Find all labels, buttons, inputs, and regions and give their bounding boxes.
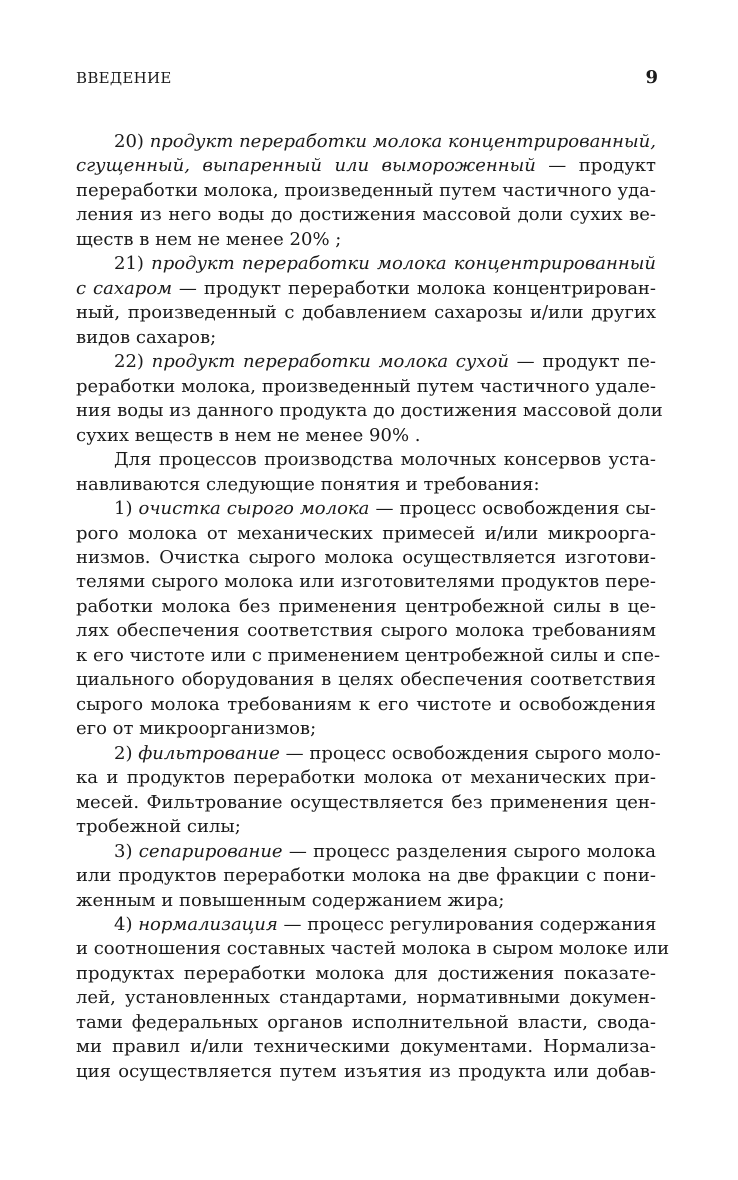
text-line (76, 130, 656, 154)
text-segment: женным и повышенным содержанием жира; (76, 889, 505, 911)
text-line (76, 986, 656, 1010)
body-text (76, 130, 670, 1084)
text-segment: — продукт пе- (508, 351, 656, 373)
text-segment: 3) (114, 840, 139, 862)
page-header (76, 69, 658, 93)
text-line (76, 522, 656, 546)
text-segment: тами федеральных органов исполнительной власти, свода- (76, 1011, 656, 1033)
text-segment: видов сахаров; (76, 326, 217, 348)
text-segment: ция осуществляется путем изъятия из продукта или добав- (76, 1060, 656, 1082)
text-segment: месей. Фильтрование осуществляется без применения цен- (76, 791, 656, 813)
text-line (76, 864, 656, 888)
text-line (76, 424, 656, 448)
text-line (76, 448, 656, 472)
text-segment: сухих веществ в нем не менее 90% . (76, 424, 421, 446)
text-segment: низмов. Очистка сырого молока осуществляется изготови- (76, 546, 656, 568)
text-segment: 21) (114, 253, 152, 275)
text-line (76, 399, 663, 423)
text-segment: рого молока от механических примесей и/или микроорга- (76, 522, 656, 544)
text-line (76, 277, 656, 301)
text-segment: и соотношения составных частей молока в сыром молоке или (76, 938, 670, 960)
text-line (76, 693, 656, 717)
text-line (76, 154, 656, 178)
text-segment: ления из него воды до достижения массовой доли сухих ве- (76, 204, 656, 226)
italic-term: сгущенный, выпаренный или вымороженный (76, 155, 536, 177)
text-line (76, 791, 656, 815)
text-segment: 22) (114, 351, 152, 373)
text-segment: — продукт (535, 155, 656, 177)
text-line (76, 1060, 656, 1084)
text-line (76, 937, 670, 961)
italic-term: очистка сырого молока (138, 498, 370, 520)
italic-term: фильтрование (138, 742, 280, 764)
text-line (76, 619, 656, 643)
text-segment: — процесс регулирования содержания (277, 914, 657, 935)
text-line (76, 570, 656, 594)
italic-term: с сахаром (76, 277, 172, 299)
text-segment: ществ в нем не менее 20% ; (76, 228, 342, 250)
text-segment: Для процессов производства молочных консервов уста- (114, 449, 656, 471)
text-line (76, 668, 656, 692)
text-segment: или продуктов переработки молока на две фракции с пони- (76, 865, 656, 887)
text-line (76, 913, 656, 937)
text-segment: циального оборудования в целях обеспечения соответствия (76, 669, 656, 691)
italic-term: нормализация (138, 914, 278, 935)
text-segment: к его чистоте или с применением центробежной силы и спе- (76, 644, 661, 666)
text-segment: продуктах переработки молока для достижения показате- (76, 962, 656, 984)
text-segment: телями сырого молока или изготовителями продуктов пере- (76, 571, 656, 593)
text-line (76, 375, 656, 399)
text-line (76, 473, 656, 497)
text-segment: его от микроорганизмов; (76, 718, 317, 740)
text-segment: 2) (114, 742, 139, 764)
italic-term: сепарирование (138, 840, 283, 862)
text-segment: реработки молока, произведенный путем частичного удале- (76, 375, 656, 397)
page-number: 9 (645, 67, 658, 88)
text-segment: — продукт переработки молока концентрирован- (172, 277, 657, 299)
text-line (76, 179, 656, 203)
text-line (76, 1011, 656, 1035)
text-segment: — процесс освобождения сы- (369, 498, 656, 520)
text-segment: сырого молока требованиям к его чистоте и освобождения (76, 693, 656, 715)
text-line (76, 889, 656, 913)
running-title: ВВЕДЕНИЕ (76, 69, 172, 87)
text-line (76, 546, 656, 570)
text-segment: 4) (114, 914, 139, 935)
text-line (76, 326, 656, 350)
text-segment: 20) (114, 131, 150, 152)
text-segment: работки молока без применения центробежной силы в це- (76, 595, 656, 617)
text-segment: ния воды из данного продукта до достижения массовой доли (76, 400, 663, 422)
text-line (76, 766, 656, 790)
text-line (76, 228, 656, 252)
text-segment: тробежной силы; (76, 816, 241, 838)
text-segment: лей, установленных стандартами, нормативными докумен- (76, 987, 656, 1009)
text-segment: ми правил и/или техническими документами. Нормализа- (76, 1036, 656, 1058)
italic-term: продукт переработки молока сухой (151, 351, 509, 373)
text-line (76, 1035, 656, 1059)
text-segment: навливаются следующие понятия и требования: (76, 473, 540, 495)
text-line (76, 595, 656, 619)
text-line (76, 742, 661, 766)
text-line (76, 815, 656, 839)
text-segment: ный, произведенный с добавлением сахарозы и/или других (76, 302, 656, 324)
text-line (76, 301, 656, 325)
text-segment: — процесс разделения сырого молока (282, 840, 656, 862)
text-segment: переработки молока, произведенный путем частичного уда- (76, 179, 656, 201)
text-line (76, 203, 656, 227)
text-segment: — процесс освобождения сырого моло- (279, 742, 661, 764)
text-line (76, 350, 656, 374)
italic-term: продукт переработки молока концентрированный, (149, 131, 656, 152)
text-line (76, 252, 656, 276)
text-segment: лях обеспечения соответствия сырого молока требованиям (76, 620, 656, 642)
text-line (76, 497, 656, 521)
text-line (76, 962, 656, 986)
text-segment: 1) (114, 498, 139, 520)
text-line (76, 717, 656, 741)
text-line (76, 840, 656, 864)
text-segment: ка и продуктов переработки молока от механических при- (76, 767, 656, 789)
text-line (76, 644, 661, 668)
italic-term: продукт переработки молока концентрированный (151, 253, 656, 275)
